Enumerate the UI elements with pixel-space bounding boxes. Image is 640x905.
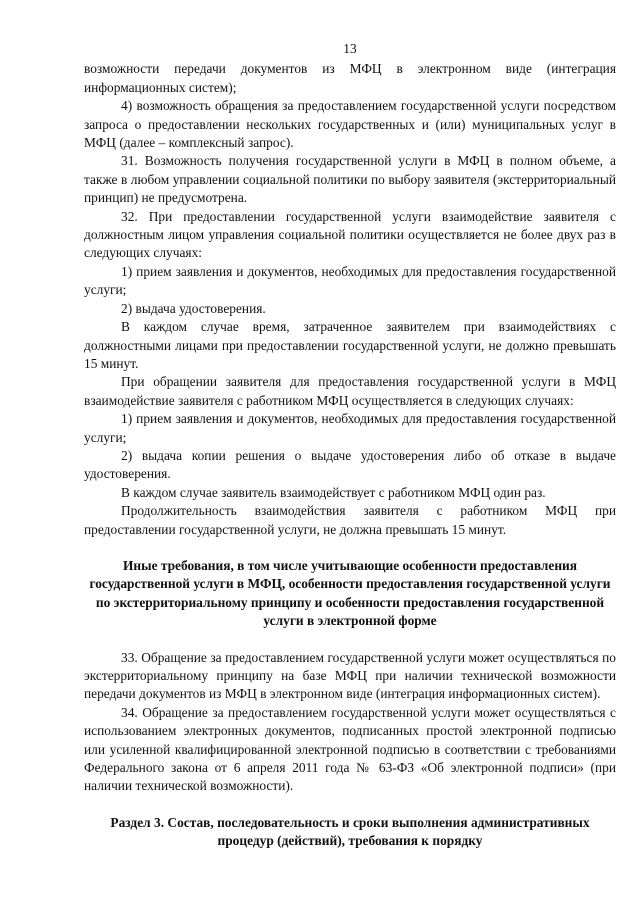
paragraph-mfc-duration: Продолжительность взаимодействия заявителя с работником МФЦ при предоставлении государственной услуги, не должна превышать 15 минут. (84, 503, 616, 537)
paragraph-item-4: 4) возможность обращения за предоставлением государственной услуги посредством запроса о предоставлении нескольких государственных и (или) муниципальных услуг в МФЦ (далее – комплексный запрос). (84, 98, 616, 151)
paragraph-32-item-2: 2) выдача удостоверения. (121, 300, 266, 316)
paragraph-34: 34. Обращение за предоставлением государственной услуги может осуществляться с использованием электронных документов, подписанных простой электронной подписью или усиленной квалифицированной электронной подписью в соответствии с требованиями Федерального закона от 6 апреля 2011 года № 63-ФЗ «Об электронной подписи» (при наличии технической возможности). (84, 704, 616, 794)
paragraph-32-item-1: 1) прием заявления и документов, необходимых для предоставления государственной услуги; (84, 263, 616, 298)
heading-section-3: Раздел 3. Состав, последовательность и сроки выполнения административных процедур (действий), требования к порядку (110, 814, 590, 849)
paragraph-31: 31. Возможность получения государственной услуги в МФЦ в полном объеме, а также в любом управлении социальной политики по выбору заявителя (экстерриториальный принцип) не предусмотрена. (84, 153, 616, 206)
paragraph-33: 33. Обращение за предоставлением государственной услуги может осуществляться по экстерриториальному принципу на базе МФЦ при наличии технической возможности передачи документов из МФЦ в электронном виде (интеграция информационных систем). (84, 649, 616, 702)
paragraph-mfc-interaction: При обращении заявителя для предоставления государственной услуги в МФЦ взаимодействие заявителя с работником МФЦ осуществляется в следующих случаях: (84, 374, 616, 408)
paragraph-mfc-item-2: 2) выдача копии решения о выдаче удостоверения либо об отказе в выдаче удостоверения. (84, 447, 616, 482)
page-number: 13 (343, 41, 357, 56)
paragraph-mfc-once: В каждом случае заявитель взаимодействует с работником МФЦ один раз. (121, 484, 546, 500)
heading-other-requirements: Иные требования, в том числе учитывающие особенности предоставления государственной услуги в МФЦ, особенности предоставления государственной услуги по экстерриториальному принципу и особенности предоставления государственной услуги в электронной форме (89, 557, 611, 629)
paragraph-mfc-item-1: 1) прием заявления и документов, необходимых для предоставления государственной услуги; (84, 411, 616, 445)
paragraph-continuation: возможности передачи документов из МФЦ в электронном виде (интеграция информационных систем); (84, 61, 616, 95)
bottom-paragraphs (84, 649, 616, 796)
paragraph-time-limit: В каждом случае время, затраченное заявителем при взаимодействиях с должностными лицами при предоставлении государственной услуги, не должно превышать 15 минут. (84, 319, 616, 371)
document-page (84, 40, 616, 851)
paragraph-32: 32. При предоставлении государственной услуги взаимодействие заявителя с должностным лицом управления социальной политики осуществляется не более двух раз в следующих случаях: (84, 208, 616, 261)
